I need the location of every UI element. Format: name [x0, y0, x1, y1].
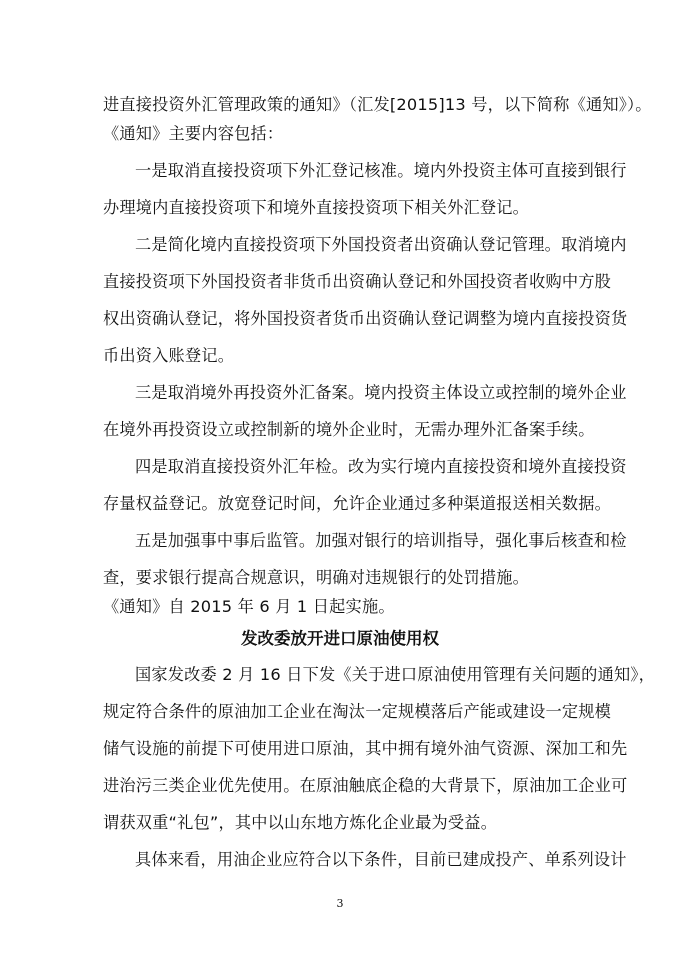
text-line: 储气设施的前提下可使用进口原油，其中拥有境外油气资源、深加工和先 — [103, 739, 628, 758]
text-line: 《通知》自 2015 年 6 月 1 日起实施。 — [103, 597, 395, 616]
text-line: 权出资确认登记，将外国投资者货币出资确认登记调整为境内直接投资货 — [103, 309, 628, 328]
text-line: 办理境内直接投资项下和境外直接投资项下相关外汇登记。 — [103, 198, 530, 217]
section-heading: 发改委放开进口原油使用权 — [241, 629, 439, 648]
text-line: 具体来看，用油企业应符合以下条件，目前已建成投产、单系列设计 — [135, 850, 627, 869]
text-line: 查，要求银行提高合规意识，明确对违规银行的处罚措施。 — [103, 568, 530, 587]
text-line: 五是加强事中事后监管。加强对银行的培训指导，强化事后核查和检 — [135, 531, 627, 550]
text-line: 二是简化境内直接投资项下外国投资者出资确认登记管理。取消境内 — [135, 235, 627, 254]
text-line: 直接投资项下外国投资者非货币出资确认登记和外国投资者收购中方股 — [103, 272, 612, 291]
page-number: 3 — [336, 897, 344, 910]
text-line: 规定符合条件的原油加工企业在淘汰一定规模落后产能或建设一定规模 — [103, 702, 612, 721]
text-line: 进治污三类企业优先使用。在原油触底企稳的大背景下，原油加工企业可 — [103, 776, 628, 795]
text-line: 谓获双重“礼包”，其中以山东地方炼化企业最为受益。 — [103, 813, 498, 832]
text-line: 存量权益登记。放宽登记时间，允许企业通过多种渠道报送相关数据。 — [103, 494, 612, 513]
text-line: 《通知》主要内容包括： — [103, 124, 284, 143]
text-line: 币出资入账登记。 — [103, 346, 235, 365]
text-line: 四是取消直接投资外汇年检。改为实行境内直接投资和境外直接投资 — [135, 457, 627, 476]
text-line: 三是取消境外再投资外汇备案。境内投资主体设立或控制的境外企业 — [135, 383, 627, 402]
text-line: 在境外再投资设立或控制新的境外企业时，无需办理外汇备案手续。 — [103, 420, 595, 439]
text-line: 一是取消直接投资项下外汇登记核准。境内外投资主体可直接到银行 — [135, 161, 627, 180]
text-line: 进直接投资外汇管理政策的通知》（汇发[2015]13 号，以下简称《通知》）。 — [103, 95, 652, 114]
text-line: 国家发改委 2 月 16 日下发《关于进口原油使用管理有关问题的通知》， — [135, 665, 656, 684]
